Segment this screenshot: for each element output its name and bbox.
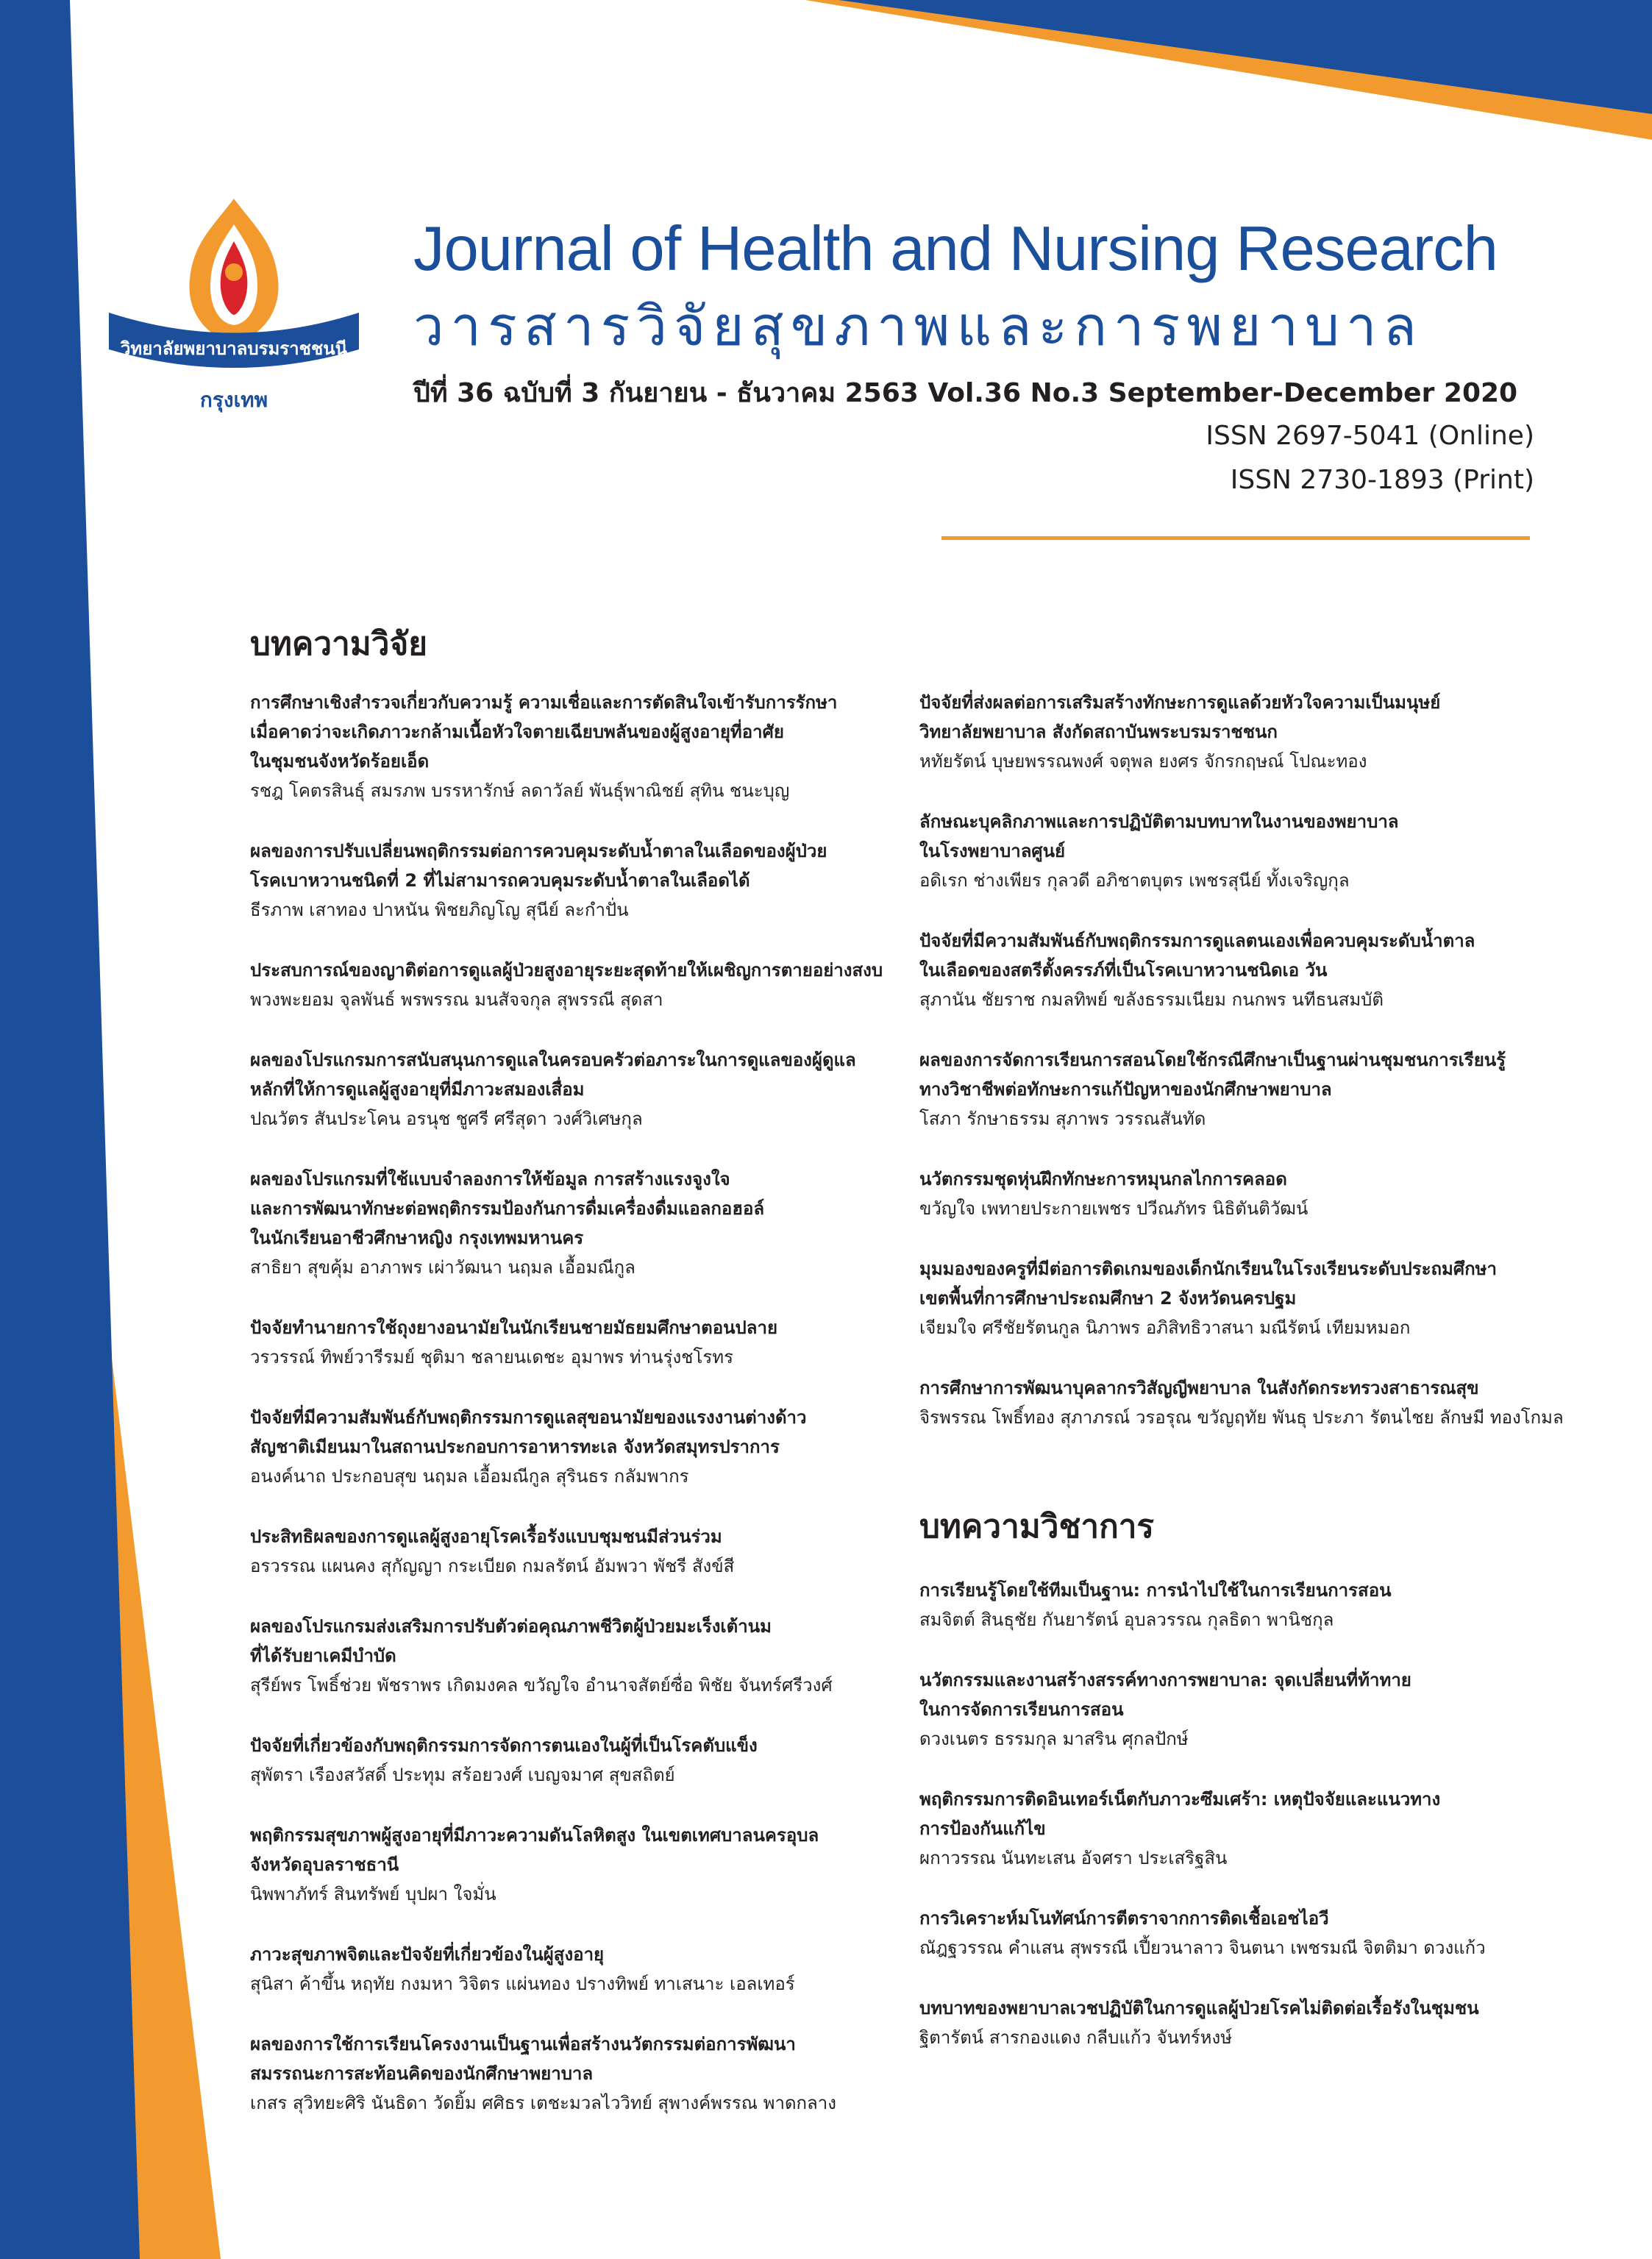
- article-authors: นิพพาภัทร์ สินทรัพย์ บุปผา ใจมั่น: [250, 1884, 496, 1904]
- article-authors: จิรพรรณ โพธิ์ทอง สุภาภรณ์ วรอรุณ ขวัญฤทัย พันธุ ประภา รัตนไชย ลักษมี ทองโกมล: [919, 1407, 1564, 1428]
- article-title: พฤติกรรมการติดอินเทอร์เน็ตกับภาวะซึมเศร้า: เหตุปัจจัยและแนวทาง การป้องกันแก้ไข: [919, 1789, 1441, 1839]
- article-authors: สมจิตต์ สินธุชัย กันยารัตน์ อุบลวรรณ กุลธิดา พานิชกุล: [919, 1609, 1334, 1630]
- article-entry: [250, 956, 912, 1014]
- article-title: ประสบการณ์ของญาติต่อการดูแลผู้ป่วยสูงอายุระยะสุดท้ายให้เผชิญการตายอย่างสงบ: [250, 960, 883, 981]
- journal-title-th: วารสารวิจัยสุขภาพและการพยาบาล: [413, 295, 1423, 358]
- article-authors: เกสร สุวิทยะศิริ นันธิดา วัดยิ้ม ศศิธร เตชะมวลไววิทย์ สุพางค์พรรณ พาดกลาง: [250, 2093, 836, 2113]
- journal-title-en: Journal of Health and Nursing Research: [413, 214, 1498, 284]
- academic-column: [919, 1576, 1581, 2083]
- article-title: ภาวะสุขภาพจิตและปัจจัยที่เกี่ยวข้องในผู้สูงอายุ: [250, 1944, 605, 1965]
- article-authors: รชฎ โคตรสินธุ์ สมรภพ บรรหารักษ์ ลดาวัลย์ พันธุ์พาณิชย์ สุทิน ชนะบุญ: [250, 780, 790, 801]
- article-authors: หทัยรัตน์ บุษยพรรณพงศ์ จตุพล ยงศร จักรกฤษณ์ โปณะทอง: [919, 751, 1367, 772]
- article-authors: ปณวัตร สันประโคน อรนุช ชูศรี ศรีสุดา วงศ์วิเศษกุล: [250, 1109, 643, 1129]
- article-title: ลักษณะบุคลิกภาพและการปฏิบัติตามบทบาทในงานของพยาบาล ในโรงพยาบาลศูนย์: [919, 811, 1399, 861]
- article-authors: สุรีย์พร โพธิ์ช่วย พัชราพร เกิดมงคล ขวัญใจ อำนาจสัตย์ซื่อ พิชัย จันทร์ศรีวงศ์: [250, 1675, 833, 1696]
- issue-line: ปีที่ 36 ฉบับที่ 3 กันยายน - ธันวาคม 2563 Vol.36 No.3 September-December 2020: [413, 378, 1518, 408]
- article-authors: ณัฎฐวรรณ คำแสน สุพรรณี เปี้ยวนาลาว จินตนา เพชรมณี จิตติมา ดวงแก้ว: [919, 1938, 1486, 1958]
- header-divider: [941, 536, 1530, 540]
- article-entry: [250, 1164, 912, 1282]
- article-authors: สุนิสา ค้าขึ้น หฤทัย กงมหา วิจิตร แผ่นทอง ปรางทิพย์ ทาเสนาะ เอลเทอร์: [250, 1974, 795, 1994]
- article-title: ผลของโปรแกรมที่ใช้แบบจำลองการให้ข้อมูล การสร้างแรงจูงใจ และการพัฒนาทักษะต่อพฤติกรรมป้องกันการดื่มเครื่องดื่มแอลกอฮอล์ ในนักเรียนอาชีวศึกษาหญิง กรุงเทพมหานคร: [250, 1169, 765, 1248]
- article-title: มุมมองของครูที่มีต่อการติดเกมของเด็กนักเรียนในโรงเรียนระดับประถมศึกษา เขตพื้นที่การศึกษาประถมศึกษา 2 จังหวัดนครปฐม: [919, 1259, 1497, 1309]
- article-title: ผลของการจัดการเรียนการสอนโดยใช้กรณีศึกษาเป็นฐานผ่านชุมชนการเรียนรู้ ทางวิชาชีพต่อทักษะการแก้ปัญหาของนักศึกษาพยาบาล: [919, 1050, 1506, 1100]
- article-title: ผลของโปรแกรมส่งเสริมการปรับตัวต่อคุณภาพชีวิตผู้ป่วยมะเร็งเต้านม ที่ได้รับยาเคมีบำบัด: [250, 1616, 772, 1666]
- article-authors: ผกาวรรณ นันทะเสน อัจศรา ประเสริฐสิน: [919, 1848, 1228, 1868]
- article-title: การเรียนรู้โดยใช้ทีมเป็นฐาน: การนำไปใช้ในการเรียนการสอน: [919, 1580, 1392, 1601]
- article-entry: [919, 807, 1581, 895]
- article-entry: [919, 1164, 1581, 1223]
- article-entry: [919, 1045, 1581, 1134]
- article-entry: [919, 1665, 1581, 1754]
- article-entry: [250, 1045, 912, 1134]
- article-entry: [250, 1612, 912, 1700]
- article-entry: [919, 688, 1581, 776]
- logo-campus: กรุงเทพ: [199, 388, 268, 412]
- article-title: การวิเคราะห์มโนทัศน์การตีตราจากการติดเชื้อเอชไอวี: [919, 1908, 1329, 1929]
- article-authors: อนงค์นาถ ประกอบสุข นฤมล เอื้อมณีกูล สุรินธร กลัมพากร: [250, 1466, 689, 1487]
- article-authors: ฐิตารัตน์ สารกองแดง กลีบแก้ว จันทร์หงษ์: [919, 2027, 1233, 2048]
- article-title: นวัตกรรมและงานสร้างสรรค์ทางการพยาบาล: จุดเปลี่ยนที่ท้าทาย ในการจัดการเรียนการสอน: [919, 1670, 1411, 1720]
- article-entry: [250, 1522, 912, 1581]
- article-authors: อรวรรณ แผนคง สุกัญญา กระเบียด กมลรัตน์ อัมพวา พัชรี สังข์สี: [250, 1556, 735, 1576]
- article-authors: ธีรภาพ เสาทอง ปาหนัน พิชยภิญโญ สุนีย์ ละกำปั่น: [250, 900, 629, 920]
- article-authors: ขวัญใจ เพทายประกายเพชร ปวีณภัทร นิธิตันติวัฒน์: [919, 1198, 1309, 1219]
- research-right-column: [919, 688, 1581, 1463]
- academic-heading: บทความวิชาการ: [919, 1508, 1155, 1545]
- article-authors: สุพัตรา เรืองสวัสดิ์ ประทุม สร้อยวงศ์ เบญจมาศ สุขสถิตย์: [250, 1765, 675, 1785]
- article-title: ผลของการปรับเปลี่ยนพฤติกรรมต่อการควบคุมระดับน้ำตาลในเลือดของผู้ป่วย โรคเบาหวานชนิดที่ 2 ที่ไม่สามารถควบคุมระดับน้ำตาลในเลือดได้: [250, 841, 827, 891]
- article-entry: [919, 1904, 1581, 1963]
- article-title: ปัจจัยที่ส่งผลต่อการเสริมสร้างทักษะการดูแลด้วยหัวใจความเป็นมนุษย์ วิทยาลัยพยาบาล สังกัดสถาบันพระบรมราชชนก: [919, 692, 1441, 742]
- article-entry: [250, 836, 912, 925]
- article-authors: โสภา รักษาธรรม สุภาพร วรรณสันทัด: [919, 1109, 1206, 1129]
- article-authors: ดวงเนตร ธรรมกุล มาสริน ศุกลปักษ์: [919, 1729, 1189, 1749]
- article-entry: [250, 1731, 912, 1790]
- article-authors: วรวรรณ์ ทิพย์วารีรมย์ ชุติมา ชลายนเดชะ อุมาพร ท่านรุ่งชโรทร: [250, 1347, 733, 1367]
- article-entry: [919, 926, 1581, 1014]
- article-entry: [250, 1821, 912, 1909]
- article-entry: [919, 1254, 1581, 1342]
- issn-print: ISSN 2730-1893 (Print): [1230, 465, 1534, 495]
- article-entry: [919, 1993, 1581, 2052]
- article-entry: [919, 1373, 1581, 1432]
- article-entry: [250, 2029, 912, 2118]
- article-title: ประสิทธิผลของการดูแลผู้สูงอายุโรคเรื้อรังแบบชุมชนมีส่วนร่วม: [250, 1526, 722, 1547]
- article-authors: พวงพะยอม จุลพันธ์ พรพรรณ มนสัจจกุล สุพรรณี สุดสา: [250, 989, 663, 1010]
- article-title: ผลของโปรแกรมการสนับสนุนการดูแลในครอบครัวต่อภาระในการดูแลของผู้ดูแล หลักที่ให้การดูแลผู้สูงอายุที่มีภาวะสมองเสื่อม: [250, 1050, 856, 1100]
- article-entry: [919, 1576, 1581, 1634]
- article-authors: สุภานัน ชัยราช กมลทิพย์ ขลังธรรมเนียม กนกพร นทีธนสมบัติ: [919, 989, 1384, 1010]
- article-title: การศึกษาเชิงสำรวจเกี่ยวกับความรู้ ความเชื่อและการตัดสินใจเข้ารับการรักษา เมื่อคาดว่าจะเกิดภาวะกล้ามเนื้อหัวใจตายเฉียบพลันของผู้สูงอายุที่อาศัย ในชุมชนจังหวัดร้อยเอ็ด: [250, 692, 838, 772]
- logo-dot: [225, 263, 243, 281]
- article-entry: [250, 1403, 912, 1491]
- article-title: ปัจจัยทำนายการใช้ถุงยางอนามัยในนักเรียนชายมัธยมศึกษาตอนปลาย: [250, 1317, 778, 1338]
- article-entry: [250, 688, 912, 805]
- article-entry: [250, 1940, 912, 1999]
- article-title: ปัจจัยที่เกี่ยวข้องกับพฤติกรรมการจัดการตนเองในผู้ที่เป็นโรคตับแข็ง: [250, 1735, 758, 1756]
- article-authors: สาธิยา สุขคุ้ม อาภาพร เผ่าวัฒนา นฤมล เอื้อมณีกูล: [250, 1257, 635, 1278]
- logo-ribbon-text: วิทยาลัยพยาบาลบรมราชชนนี: [120, 338, 348, 359]
- article-title: ปัจจัยที่มีความสัมพันธ์กับพฤติกรรมการดูแลสุขอนามัยของแรงงานต่างด้าว สัญชาติเมียนมาในสถานประกอบการอาหารทะเล จังหวัดสมุทรปราการ: [250, 1407, 807, 1457]
- article-entry: [919, 1785, 1581, 1873]
- article-title: นวัตกรรมชุดหุ่นฝึกทักษะการหมุนกลไกการคลอด: [919, 1169, 1287, 1189]
- research-left-column: [250, 688, 912, 2149]
- article-title: พฤติกรรมสุขภาพผู้สูงอายุที่มีภาวะความดันโลหิตสูง ในเขตเทศบาลนครอุบล จังหวัดอุบลราชธานี: [250, 1825, 819, 1875]
- article-title: การศึกษาการพัฒนาบุคลากรวิสัญญีพยาบาล ในสังกัดกระทรวงสาธารณสุข: [919, 1378, 1479, 1398]
- article-authors: อดิเรก ช่างเพียร กุลวดี อภิชาตบุตร เพชรสุนีย์ ทั้งเจริญกุล: [919, 870, 1350, 891]
- issn-online: ISSN 2697-5041 (Online): [1206, 421, 1534, 451]
- article-authors: เจียมใจ ศรีชัยรัตนกูล นิภาพร อภิสิทธิวาสนา มณีรัตน์ เทียมหมอก: [919, 1317, 1411, 1338]
- article-entry: [250, 1313, 912, 1372]
- article-title: ผลของการใช้การเรียนโครงงานเป็นฐานเพื่อสร้างนวัตกรรมต่อการพัฒนา สมรรถนะการสะท้อนคิดของนักศึกษาพยาบาล: [250, 2034, 796, 2084]
- article-title: ปัจจัยที่มีความสัมพันธ์กับพฤติกรรมการดูแลตนเองเพื่อควบคุมระดับน้ำตาล ในเลือดของสตรีตั้งครรภ์ที่เป็นโรคเบาหวานชนิดเอ วัน: [919, 931, 1475, 981]
- research-heading: บทความวิจัย: [250, 625, 428, 663]
- article-title: บทบาทของพยาบาลเวชปฏิบัติในการดูแลผู้ป่วยโรคไม่ติดต่อเรื้อรังในชุมชน: [919, 1998, 1479, 2018]
